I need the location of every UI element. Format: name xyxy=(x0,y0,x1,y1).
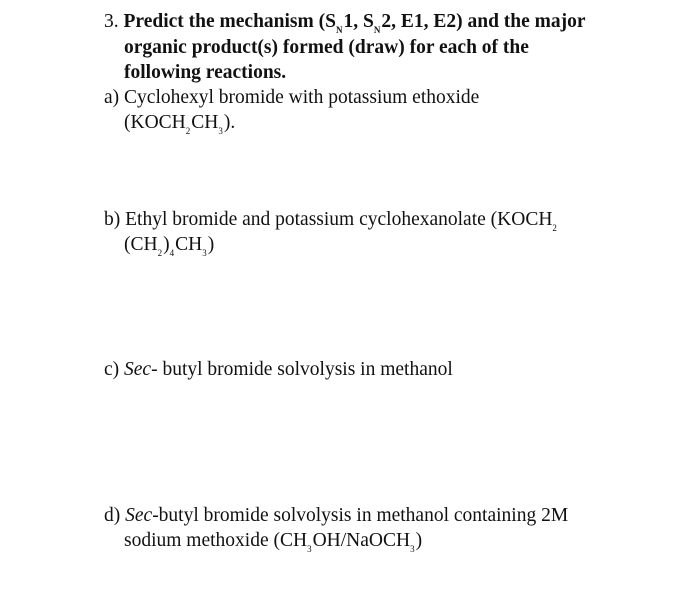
part-b-subscript-3: 4 xyxy=(169,248,175,258)
part-a-line-2 xyxy=(124,111,235,135)
question-prompt-part-1: Predict the mechanism (S xyxy=(123,11,336,32)
part-d-line-1 xyxy=(104,504,568,528)
subscript-n-2: N xyxy=(373,25,381,35)
part-d-formula-2: OH/NaOCH xyxy=(312,530,411,551)
part-a-label: a) xyxy=(104,87,120,108)
question-number: 3. xyxy=(104,11,119,32)
part-a-subscript-2: 3 xyxy=(218,126,223,136)
question-line-2: organic product(s) formed (draw) for each of the xyxy=(124,37,529,58)
question-prompt-part-3: 2, E1, E2) and the major xyxy=(381,11,586,32)
part-b-label: b) xyxy=(104,209,121,230)
part-d-label: d) xyxy=(104,505,121,526)
part-c-italic: Sec- xyxy=(124,359,158,380)
part-b-line-2 xyxy=(124,233,214,257)
part-d-line-2 xyxy=(124,529,422,553)
subscript-n-1: N xyxy=(335,25,343,35)
part-d-formula-1: sodium methoxide (CH xyxy=(124,530,308,551)
part-a-formula-3: ). xyxy=(223,112,236,133)
part-b-subscript-2: 2 xyxy=(157,248,163,258)
question-line-1 xyxy=(104,10,586,34)
part-b-formula-2: ) xyxy=(163,234,170,255)
part-a-text: Cyclohexyl bromide with potassium ethoxide xyxy=(124,87,480,108)
part-b-formula-1: (CH xyxy=(124,234,158,255)
part-a-formula-1: (KOCH xyxy=(124,112,186,133)
part-b-formula-4: ) xyxy=(207,234,215,255)
part-a-subscript-1: 2 xyxy=(185,126,191,136)
part-d-italic: Sec xyxy=(125,505,153,526)
part-d-subscript-1: 3 xyxy=(307,544,312,554)
question-line-3: following reactions. xyxy=(124,62,287,83)
part-b-subscript-1: 2 xyxy=(552,223,557,233)
part-c-line-1 xyxy=(104,358,453,382)
part-d-subscript-2: 3 xyxy=(410,544,415,554)
question-prompt-part-2: 1, S xyxy=(343,11,374,32)
part-a-line-1 xyxy=(104,86,479,110)
part-d-formula-3: ) xyxy=(415,530,423,551)
part-b-formula-3: CH xyxy=(175,234,203,255)
part-b-subscript-4: 3 xyxy=(202,248,207,258)
part-d-text: -butyl bromide solvolysis in methanol containing 2M xyxy=(152,505,569,526)
part-b-line-1 xyxy=(104,208,558,232)
part-a-formula-2: CH xyxy=(191,112,219,133)
part-c-text: butyl bromide solvolysis in methanol xyxy=(157,359,453,380)
part-b-text: Ethyl bromide and potassium cyclohexanolate (KOCH xyxy=(125,209,553,230)
part-c-label: c) xyxy=(104,359,120,380)
